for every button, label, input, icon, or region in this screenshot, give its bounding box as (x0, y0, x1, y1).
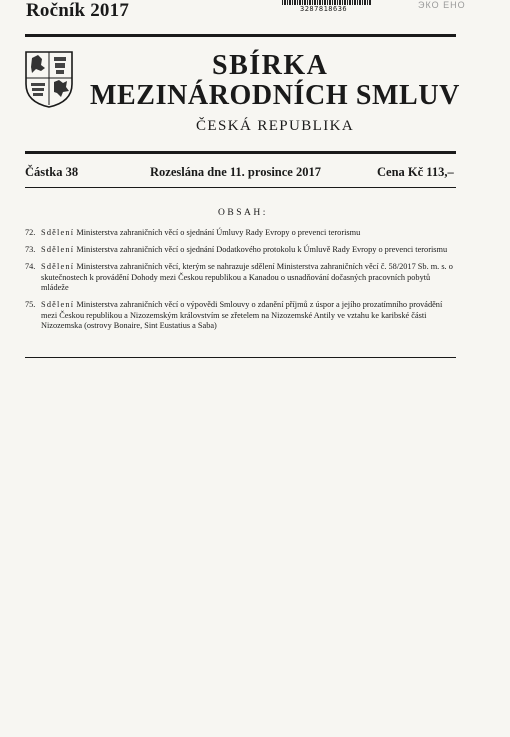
item-number: 75. (25, 300, 36, 309)
masthead-title-line2: MEZINÁRODNÍCH SMLUV (90, 80, 460, 111)
top-rule (25, 34, 456, 37)
list-item (25, 245, 456, 256)
item-text: Ministerstva zahraničních věcí o výpovědi Smlouvy o zdanění příjmů z úspor a jejího prozatímního provádění mezi Českou republikou a Nizozemským královstvím se zřetelem na Nizozemské Antily ve vztahu ke karibské části Nizozemska (ostrovy Bonaire, Sint Eustatius a Saba) (41, 300, 443, 330)
issue-published: Rozeslána dne 11. prosince 2017 (150, 165, 321, 179)
item-lead: Sdělení (41, 300, 75, 309)
masthead-title-line1: SBÍRKA (212, 50, 329, 81)
list-item (25, 228, 456, 239)
contents-bottom-rule (25, 357, 456, 358)
item-number: 74. (25, 262, 36, 271)
item-number: 73. (25, 245, 36, 254)
item-text: Ministerstva zahraničních věcí, kterým se nahrazuje sdělení Ministerstva zahraničních věcí č. 58/2017 Sb. m. s. o skutečnostech k provádění Dohody mezi Českou republikou a Kanadou o usnadňování dočasných pracovních pobytů mládeže (41, 262, 453, 292)
year-label: Ročník 2017 (26, 0, 130, 21)
issue-number: Částka 38 (25, 165, 79, 179)
list-item (25, 300, 456, 332)
contents-list (25, 228, 456, 338)
stamp: ЭКО ЕНО (418, 0, 466, 10)
item-lead: Sdělení (41, 245, 75, 254)
item-number: 72. (25, 228, 36, 237)
issue-rule-top (25, 151, 456, 154)
item-lead: Sdělení (41, 262, 75, 271)
coat-of-arms-icon (24, 50, 74, 108)
contents-heading: OBSAH: (218, 208, 268, 218)
item-lead: Sdělení (41, 228, 75, 237)
issue-rule-bottom (25, 187, 456, 188)
list-item (25, 262, 456, 294)
barcode-number: 3287818636 (300, 5, 348, 13)
item-text: Ministerstva zahraničních věcí o sjednání Dodatkového protokolu k Úmluvě Rady Evropy o prevenci terorismu (74, 245, 448, 254)
item-text: Ministerstva zahraničních věcí o sjednání Úmluvy Rady Evropy o prevenci terorismu (74, 228, 361, 237)
issue-price: Cena Kč 113,– (377, 165, 454, 179)
country-label: ČESKÁ REPUBLIKA (196, 118, 355, 134)
